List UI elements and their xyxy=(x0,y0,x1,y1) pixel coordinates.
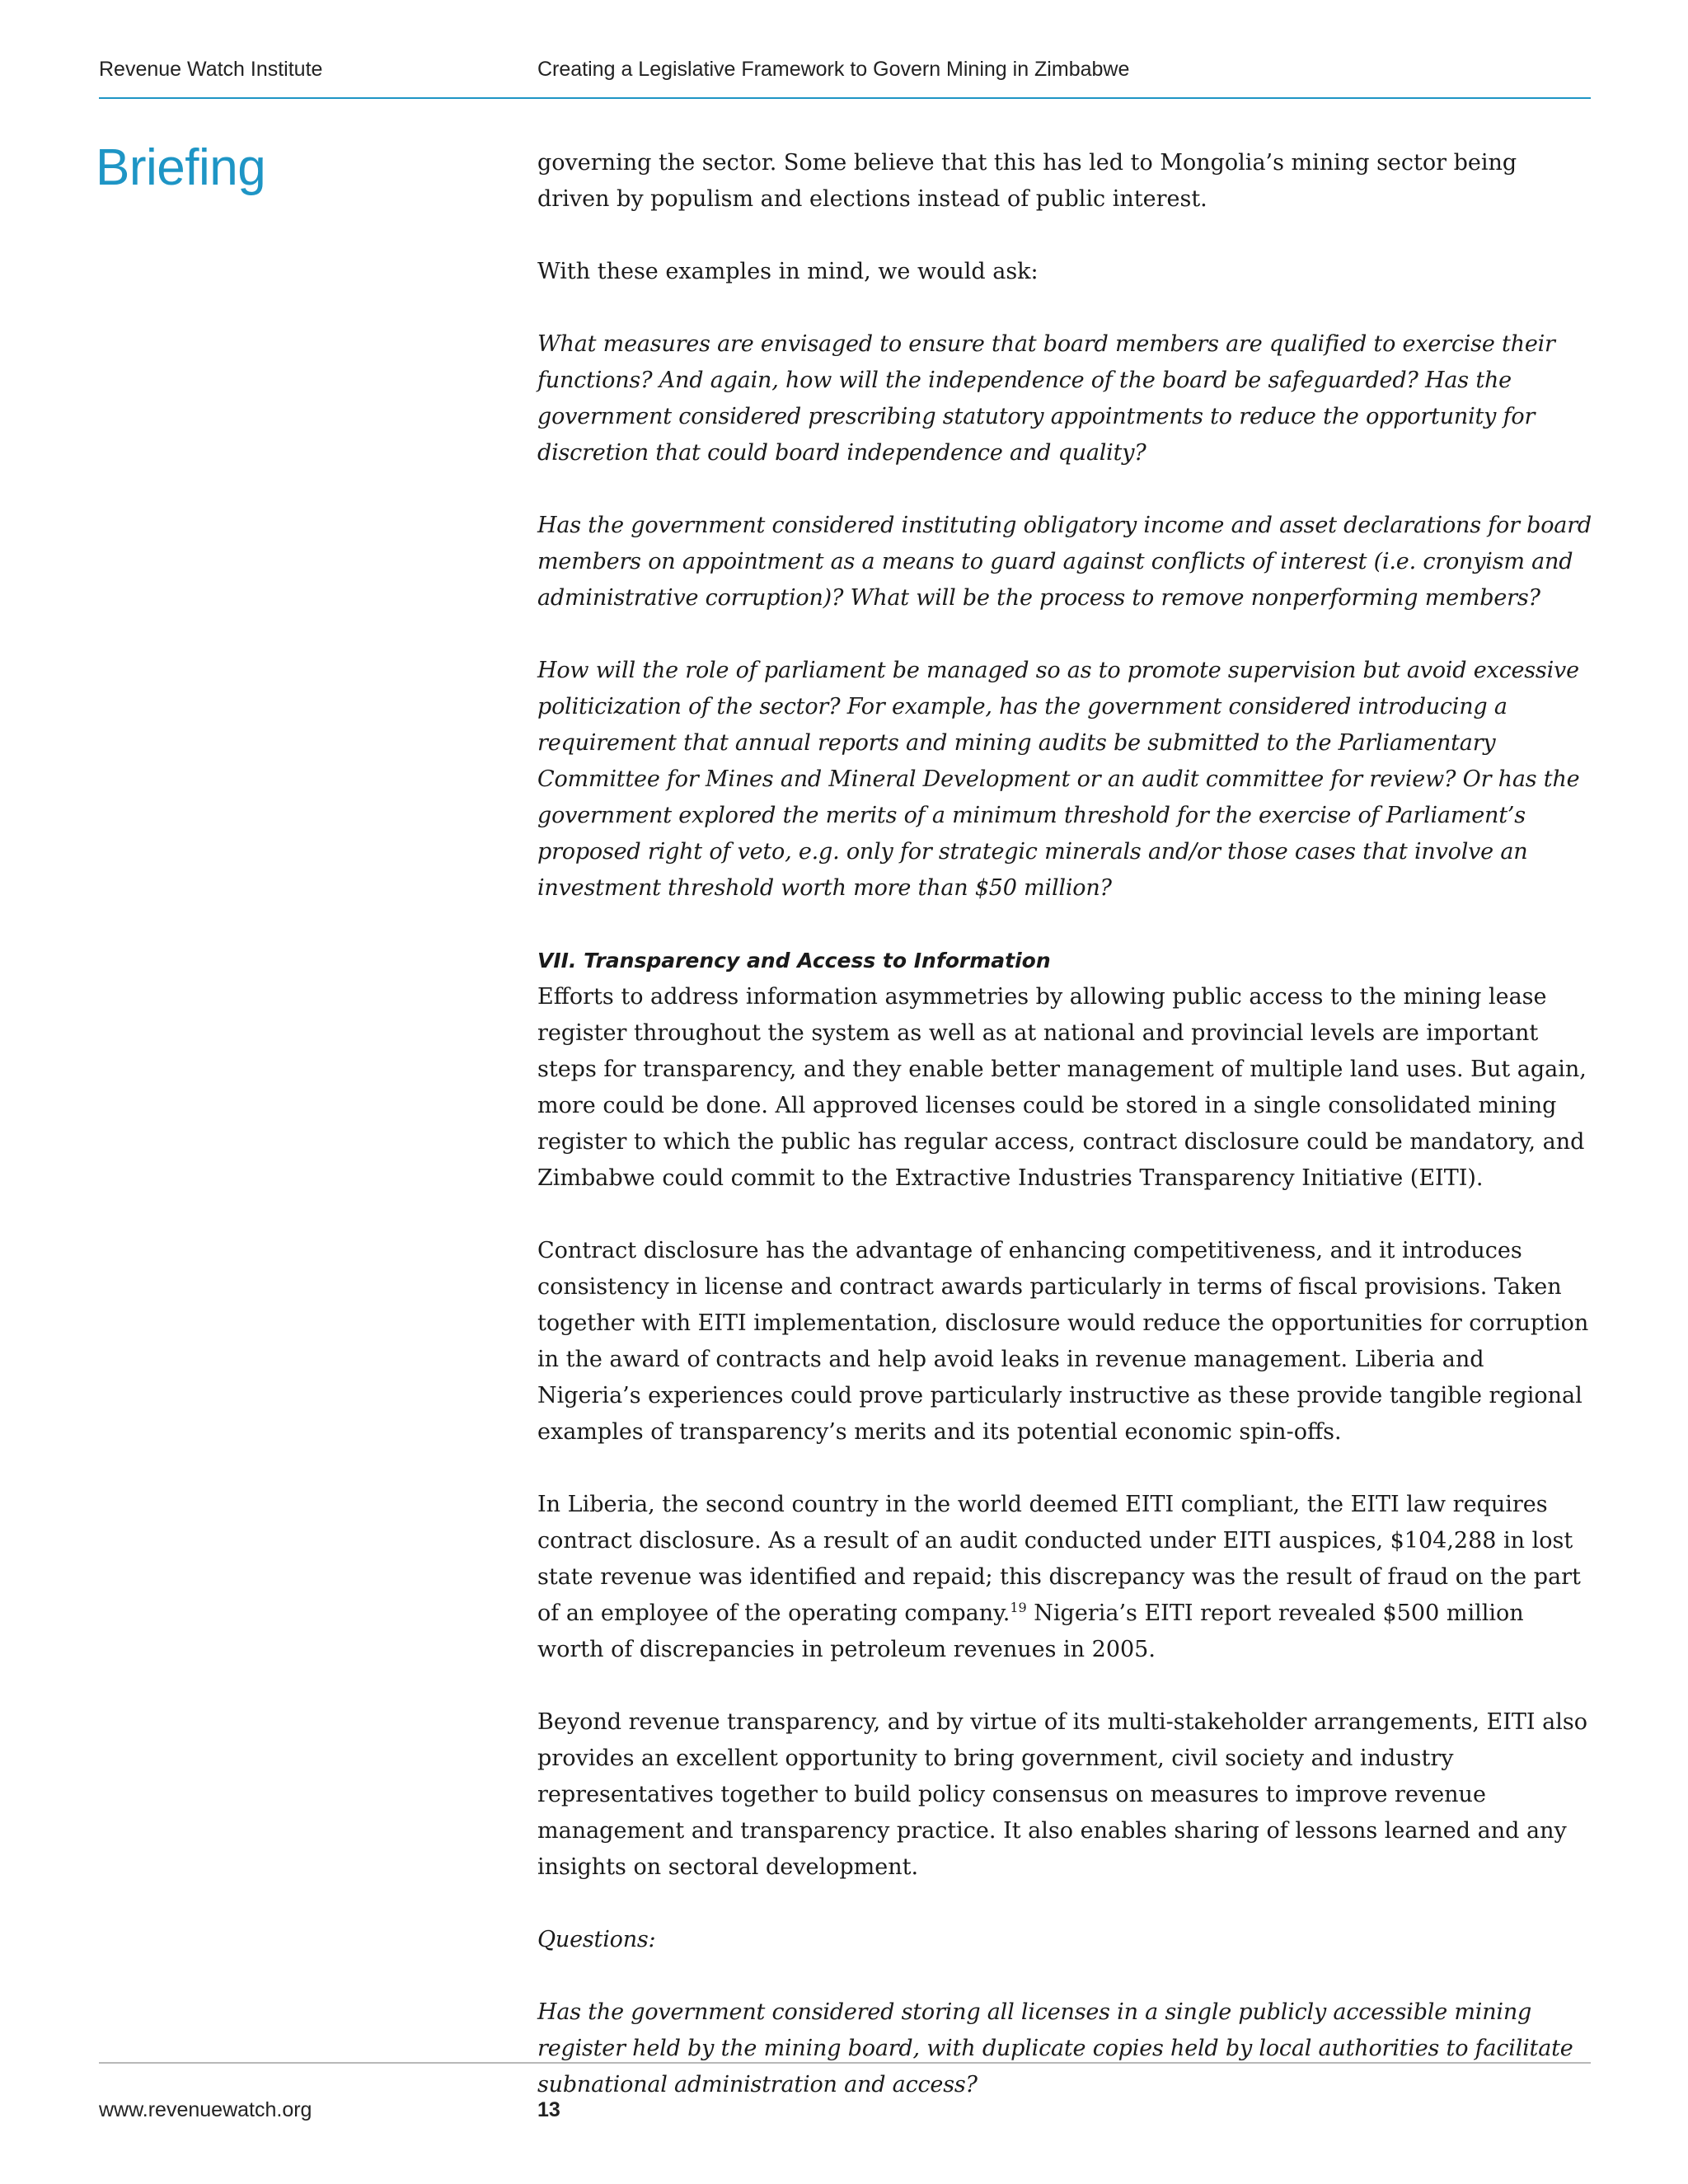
question-3: How will the role of parliament be managed so as to promote supervision but avoid excessive politicization of the sector? For example, has the government considered introducing a requirement that annual reports and mining audits be submitted to the Parliamentary Committee for Mines and Mineral Development or an audit committee for review? Or has the government explored the merits of a minimum threshold for the exercise of Parliament’s proposed right of veto, e.g. only for strategic minerals and/or those cases that involve an investment threshold worth more than $50 million? xyxy=(537,658,1580,901)
paragraph-5-part-b: Nigeria’s EITI report revealed $500 million worth of discrepancies in petroleum revenues in 2005. xyxy=(537,1601,1524,1662)
section-heading: VII. Transparency and Access to Information xyxy=(537,949,1051,972)
paragraph-5 xyxy=(537,1487,1594,1668)
header-organization: Revenue Watch Institute xyxy=(99,58,323,81)
paragraph-3: Efforts to address information asymmetries by allowing public access to the mining lease register throughout the system as well as at national and provincial levels are important steps for transparency, and they enable better management of multiple land uses. But again, more could be done. All approved licenses could be stored in a single consolidated mining register to which the public has regular access, contract disclosure could be mandatory, and Zimbabwe could commit to the Extractive Industries Transparency Initiative (EITI). xyxy=(537,984,1587,1191)
paragraph-4: Contract disclosure has the advantage of enhancing competitiveness, and it introduces consistency in license and contract awards particularly in terms of fiscal provisions. Taken together with EITI implementation, disclosure would reduce the opportunities for corruption in the award of contracts and help avoid leaks in revenue management. Liberia and Nigeria’s experiences could prove particularly instructive as these provide tangible regional examples of transparency’s merits and its potential economic spin-offs. xyxy=(537,1238,1589,1445)
page-number: 13 xyxy=(537,2098,560,2121)
paragraph-6: Beyond revenue transparency, and by virtue of its multi-stakeholder arrangements, EITI also provides an excellent opportunity to bring government, civil society and industry representatives together to build policy consensus on measures to improve revenue management and transparency practice. It also enables sharing of lessons learned and any insights on sectoral development. xyxy=(537,1709,1587,1880)
paragraph-2: With these examples in mind, we would ask: xyxy=(537,259,1039,284)
main-content xyxy=(537,145,1594,2139)
question-4: Has the government considered storing all licenses in a single publicly accessible mining register held by the mining board, with duplicate copies held by local authorities to facilitate subnational administration and access? xyxy=(537,1999,1573,2097)
page-header xyxy=(99,54,1591,99)
footnote-marker[interactable]: 19 xyxy=(1010,1600,1027,1615)
section-label: Briefing xyxy=(96,139,266,196)
questions-label: Questions: xyxy=(537,1927,656,1952)
footer-divider xyxy=(99,2062,1591,2064)
paragraph-1: governing the sector. Some believe that this has led to Mongolia’s mining sector being driven by populism and elections instead of public interest. xyxy=(537,150,1517,212)
question-1: What measures are envisaged to ensure that board members are qualified to exercise their functions? And again, how will the independence of the board be safeguarded? Has the government considered prescribing statutory appointments to reduce the opportunity for discretion that could board independence and quality? xyxy=(537,331,1555,466)
footer-url-link[interactable]: www.revenuewatch.org xyxy=(99,2098,312,2121)
question-2: Has the government considered instituting obligatory income and asset declarations for board members on appointment as a means to guard against conflicts of interest (i.e. cronyism and administrative corruption)? What will be the process to remove nonperforming members? xyxy=(537,513,1592,611)
header-document-title: Creating a Legislative Framework to Govern Mining in Zimbabwe xyxy=(537,58,1130,81)
paragraph-5-part-a: In Liberia, the second country in the world deemed EITI compliant, the EITI law requires contract disclosure. As a result of an audit conducted under EITI auspices, $104,288 in lost state revenue was identified and repaid; this discrepancy was the result of fraud on the part of an employee of the operating company. xyxy=(537,1492,1581,1626)
